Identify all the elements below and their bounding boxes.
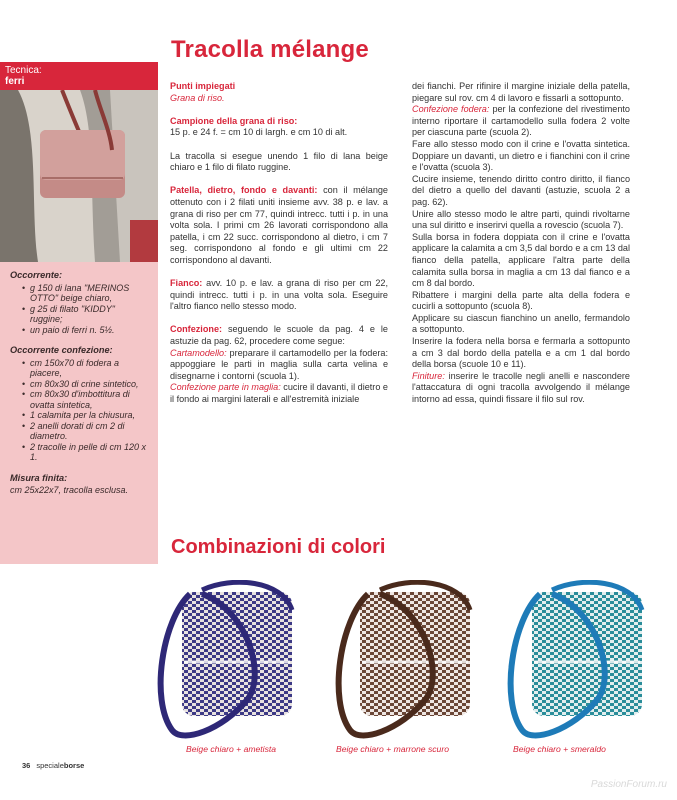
bag-variants xyxy=(140,580,660,750)
confezione-list xyxy=(30,358,148,463)
caption-brown: Beige chiaro + marrone scuro xyxy=(336,744,449,754)
bag-variant-brown xyxy=(330,580,480,740)
patella-title: Patella, dietro, fondo e davanti: xyxy=(170,185,318,196)
bag-amethyst-image xyxy=(152,580,302,740)
list-item: • cm 80x30 di crine sintetico, xyxy=(22,379,148,390)
confezione-title: Occorrente confezione: xyxy=(10,345,113,355)
instructions-column-2 xyxy=(412,81,630,406)
list-item: • g 150 di lana "MERINOS OTTO" beige chiaro, xyxy=(22,283,148,304)
list-item: • 1 calamita per la chiusura, xyxy=(22,410,148,421)
occorrente-list xyxy=(30,283,148,336)
paragraph: Sulla borsa in fodera doppiata con il crine e l'ovatta applicare la calamita a cm 3,5 dal bordo e a cm 13 dal fianco della patella, applicare l'altra parte della calamita sulla borsa in maglia a cm 13 dal fianco e a cm 8 dal bordo. xyxy=(412,231,630,289)
paragraph: dei fianchi. Per rifinire il margine iniziale della patella, piegare sul rov. cm 4 di lavoro e fissarli a sottopunto. xyxy=(412,81,630,103)
occorrente-title: Occorrente: xyxy=(10,270,63,280)
paragraph: Ribattere i margini della parte alta della fodera e cucirli a sottopunto (scuola 8). xyxy=(412,289,630,312)
parte-maglia-label: Confezione parte in maglia: xyxy=(170,382,281,393)
technique-value: ferri xyxy=(5,76,25,87)
caption-emerald: Beige chiaro + smeraldo xyxy=(513,744,606,754)
list-item: • 2 anelli dorati di cm 2 di diametro. xyxy=(22,421,148,442)
campione-text: 15 p. e 24 f. = cm 10 di largh. e cm 10 di alt. xyxy=(170,127,348,138)
model-with-bag-image xyxy=(0,90,158,262)
list-item: • g 25 di filato "KIDDY" ruggine; xyxy=(22,304,148,325)
confezione-title: Confezione: xyxy=(170,324,223,335)
instructions-column-1 xyxy=(170,81,388,406)
misura-title: Misura finita: xyxy=(10,472,68,483)
fianco-text: avv. 10 p. e lav. a grana di riso per cm 22, quindi intrecc. tutti i p. in una volta sola. Eseguire l'altro fianco nello stesso modo. xyxy=(170,278,388,312)
brand-light: speciale xyxy=(36,761,64,770)
fianco-title: Fianco: xyxy=(170,278,203,289)
campione-title: Campione della grana di riso: xyxy=(170,115,298,126)
misura-text: cm 25x22x7, tracolla esclusa. xyxy=(10,485,129,495)
page-footer xyxy=(22,761,84,770)
brand-bold: borse xyxy=(63,761,85,770)
bag-variant-emerald xyxy=(502,580,652,740)
bag-brown-image xyxy=(330,580,480,740)
paragraph: Applicare su ciascun fianchino un anello, fermandolo a sottopunto. xyxy=(412,312,630,335)
parte-maglia-text: cucire il davanti, il dietro e il fondo ai margini laterali e all'estremità iniziale xyxy=(170,382,388,405)
list-item: • 2 tracolle in pelle di cm 120 x 1. xyxy=(22,442,148,463)
bag-emerald-image xyxy=(502,580,652,740)
color-combinations-title: Combinazioni di colori xyxy=(171,536,386,558)
paragraph: Cucire insieme, tenendo diritto contro diritto, il fianco del dietro a quello del davanti (astuzie, scuola 2 a pag. 62). xyxy=(412,173,630,207)
punti-title: Punti impiegati xyxy=(170,81,236,91)
fodera-text: per la confezione del rivestimento interno riportare il cartamodello sulla fodera 2 volte per ciascuna parte (scuola 2). xyxy=(412,104,630,138)
watermark: PassionForum.ru xyxy=(590,779,667,790)
page-title: Tracolla mélange xyxy=(171,36,369,63)
intro-text: La tracolla si esegue unendo 1 filo di lana beige chiaro e 1 filo di filato ruggine. xyxy=(170,150,388,173)
technique-label: Tecnica: xyxy=(5,65,42,76)
cartamodello-label: Cartamodello: xyxy=(170,347,227,358)
list-item: • cm 80x30 d'imbottitura di ovatta sintetica, xyxy=(22,389,148,410)
list-item: • cm 150x70 di fodera a piacere, xyxy=(22,358,148,379)
bag-variant-amethyst xyxy=(152,580,302,740)
materials-box xyxy=(0,262,158,564)
sidebar xyxy=(0,62,158,564)
patella-text: con il mélange ottenuto con i 2 filati uniti insieme avv. 38 p. e lav. a grana di riso per cm 77, quindi intrecc. tutti i p. in una volta sola. I primi cm 26 lavorati corrispondono alla patella, i cm 22 succ. corrispondono al dietro, i cm 7 seg. corrispondono al fondo e gli ultimi cm 22 corrispondono al davanti. xyxy=(170,185,388,265)
product-photo xyxy=(0,90,158,262)
fodera-label: Confezione fodera: xyxy=(412,104,490,115)
punti-text: Grana di riso. xyxy=(170,92,225,103)
cartamodello-text: preparare il cartamodello per la fodera: appoggiare le parti in maglia sulla carta velina e disegnarne i contorni (scuola 1). xyxy=(170,347,388,381)
technique-tag xyxy=(0,62,158,90)
list-item: • un paio di ferri n. 5½. xyxy=(22,325,148,336)
finiture-text: inserire le tracolle negli anelli e nascondere l'attaccatura di ogni tracolla avvolgendo il mélange intorno ad essa, quindi fissare il filo sul rov. xyxy=(412,370,630,405)
confezione-text: seguendo le scuole da pag. 4 e le astuzie da pag. 62, procedere come segue: xyxy=(170,324,388,347)
caption-amethyst: Beige chiaro + ametista xyxy=(186,744,277,754)
finiture-label: Finiture: xyxy=(412,370,445,381)
paragraph: Inserire la fodera nella borsa e fermarla a sottopunto a cm 3 dal bordo della patella e a cm 1 dal bordo della borsa (scuole 10 e 11). xyxy=(412,336,630,370)
paragraph: Fare allo stesso modo con il crine e l'ovatta sintetica. Doppiare un davanti, un dietro e i fianchini con il crine e l'ovatta (scuola 3). xyxy=(412,138,630,173)
paragraph: Unire allo stesso modo le altre parti, quindi rivoltarne una sul diritto e inserirvi quella a rovescio (scuola 7). xyxy=(412,208,630,231)
page-number: 36 xyxy=(22,761,31,770)
